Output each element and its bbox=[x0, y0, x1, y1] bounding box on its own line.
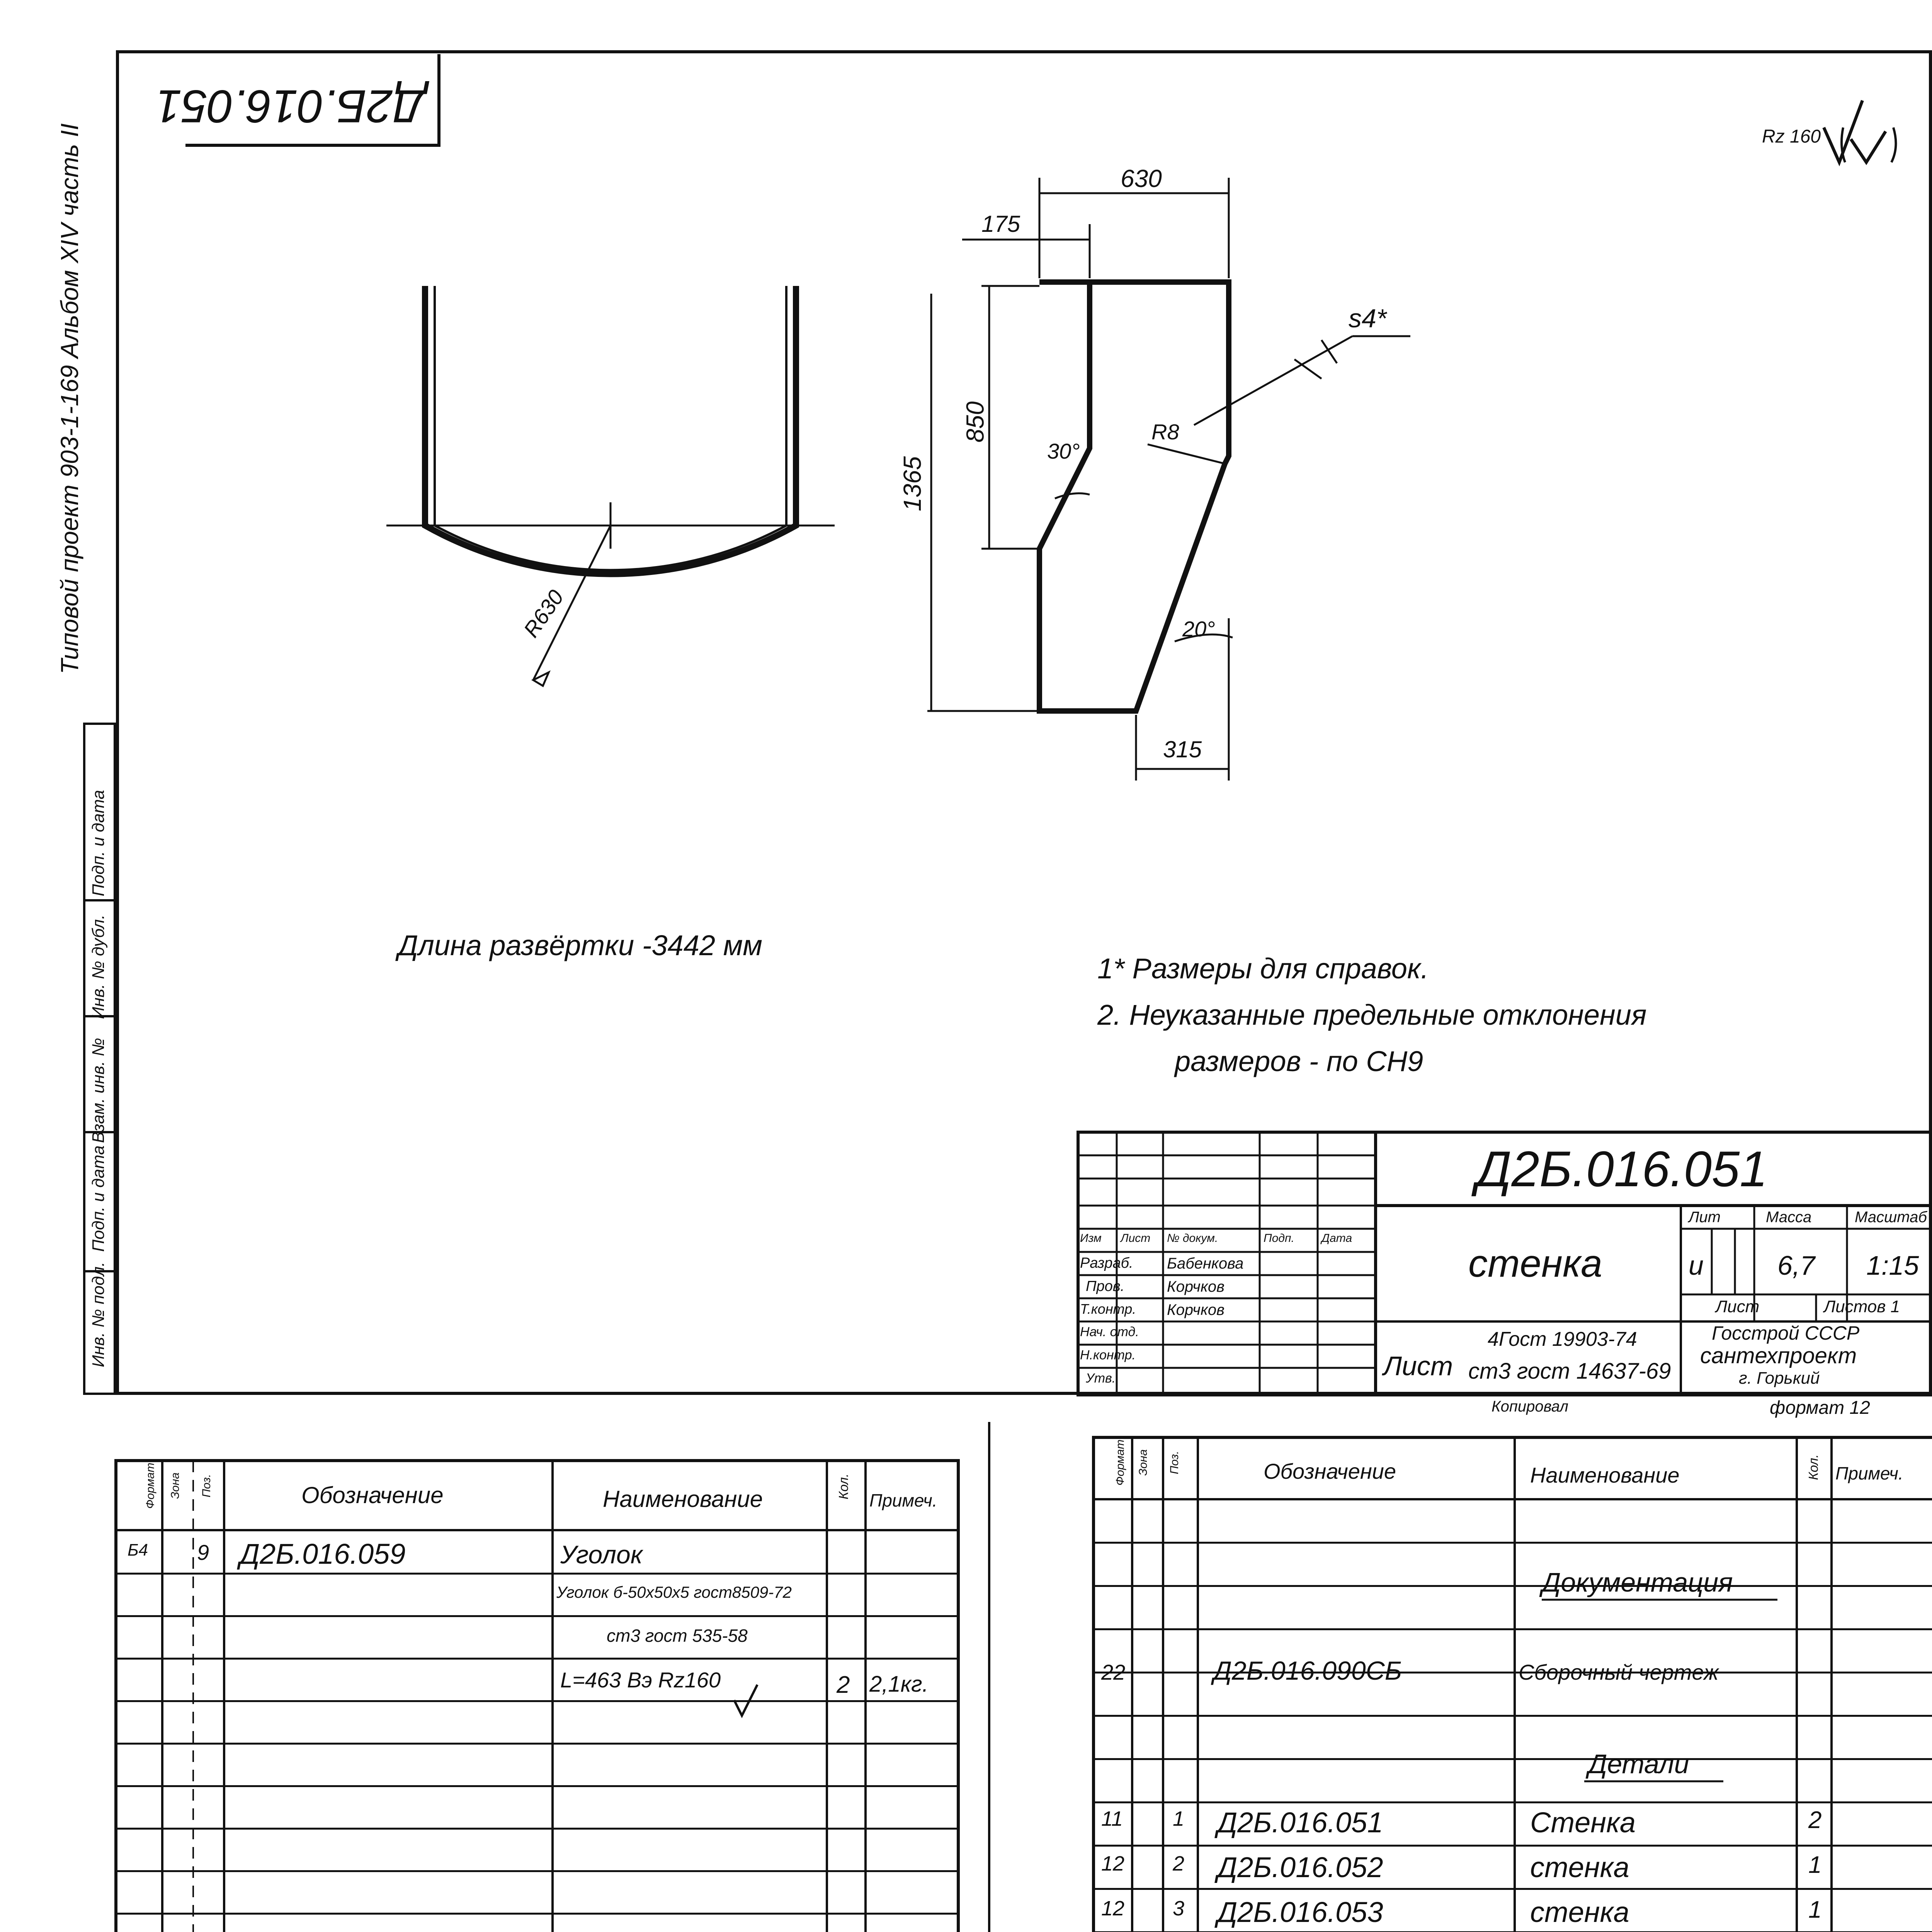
right-spec-row-line bbox=[1094, 1542, 1932, 1544]
left-hdr-note: Примеч. bbox=[869, 1490, 937, 1510]
left-spec-row-line bbox=[116, 1573, 958, 1575]
tb-role-5: Н.контр. bbox=[1080, 1348, 1136, 1362]
right-part-qty: 1 bbox=[1808, 1896, 1822, 1923]
dim-630: 630 bbox=[1121, 165, 1162, 192]
mass-header: Масса bbox=[1766, 1209, 1812, 1226]
tb-role-1: Разраб. bbox=[1080, 1255, 1133, 1271]
tb-hdr-docno: № докум. bbox=[1167, 1232, 1218, 1245]
note-2: 2. Неуказанные предельные отклонения bbox=[1097, 999, 1647, 1031]
left-spec-row-line bbox=[116, 1913, 958, 1915]
top-side-stamp-2: Инв. № дубл. bbox=[89, 914, 108, 1019]
dim-850: 850 bbox=[961, 401, 989, 443]
top-title-name: стенка bbox=[1468, 1242, 1602, 1285]
left-row1-pos: 9 bbox=[197, 1540, 209, 1565]
right-spec-row-line bbox=[1094, 1585, 1932, 1587]
top-side-stamp-4: Подп. и дата bbox=[89, 1145, 108, 1252]
right-part-qty: 2 bbox=[1808, 1807, 1822, 1833]
tb-role-6: Утв. bbox=[1086, 1371, 1116, 1386]
tb-hdr-sign: Подп. bbox=[1264, 1232, 1294, 1245]
left-spec-row-line bbox=[116, 1828, 958, 1830]
left-spec-row-line bbox=[116, 1785, 958, 1787]
tb-hdr-date: Дата bbox=[1321, 1232, 1352, 1245]
left-row4-note: 2,1кг. bbox=[869, 1672, 929, 1697]
left-hdr-name: Наименование bbox=[603, 1486, 763, 1512]
right-spec-row-line bbox=[1094, 1758, 1932, 1760]
left-spec-row-line bbox=[116, 1870, 958, 1872]
left-hdr-zone: Зона bbox=[169, 1472, 182, 1499]
left-row4-name: L=463 Вэ Rz160 bbox=[560, 1668, 721, 1692]
dim-1365: 1365 bbox=[898, 456, 927, 512]
left-spec-row-line bbox=[116, 1700, 958, 1702]
left-row1-code: Д2Б.016.059 bbox=[240, 1538, 406, 1570]
dim-20deg: 20° bbox=[1182, 617, 1215, 641]
right-hdr-zone: Зона bbox=[1137, 1449, 1150, 1476]
right-part-name: стенка bbox=[1530, 1896, 1629, 1928]
right-part-pos: 3 bbox=[1173, 1897, 1185, 1920]
right-hdr-format: Формат bbox=[1114, 1439, 1127, 1486]
right-part-name: Стенка bbox=[1530, 1806, 1636, 1838]
right-part-code: Д2Б.016.051 bbox=[1217, 1806, 1383, 1838]
sheet-header: Лист bbox=[1716, 1297, 1760, 1316]
roughness-label: Rz 160 bbox=[1762, 126, 1821, 147]
top-format: формат 12 bbox=[1770, 1398, 1870, 1418]
right-hdr-qty: Кол. bbox=[1806, 1454, 1821, 1480]
right-spec-row-line bbox=[1094, 1888, 1932, 1890]
right-part-pos: 2 bbox=[1173, 1852, 1185, 1875]
dim-r630: R630 bbox=[519, 585, 568, 642]
left-spec-row-line bbox=[116, 1658, 958, 1660]
note-1: 1* Размеры для справок. bbox=[1097, 952, 1429, 985]
right-part-code: Д2Б.016.053 bbox=[1217, 1896, 1383, 1928]
tb-role-3: Т.контр. bbox=[1080, 1301, 1136, 1317]
org-3: г. Горький bbox=[1739, 1369, 1820, 1388]
lit-header: Лит bbox=[1689, 1209, 1721, 1226]
tb-hdr-list: Лист bbox=[1121, 1232, 1151, 1245]
left-row1-name: Уголок bbox=[560, 1540, 643, 1569]
right-hdr-note: Примеч. bbox=[1835, 1463, 1903, 1483]
rotated-doc-number: Д2Б.016.051 bbox=[156, 80, 425, 132]
right-part-qty: 1 bbox=[1808, 1852, 1822, 1878]
left-row1-fmt: Б4 bbox=[128, 1541, 148, 1560]
right-doc-code: Д2Б.016.090СБ bbox=[1213, 1656, 1402, 1685]
material-1: 4Гост 19903-74 bbox=[1488, 1328, 1637, 1350]
scale-header: Масштаб bbox=[1855, 1209, 1927, 1226]
top-title-code: Д2Б.016.051 bbox=[1476, 1141, 1768, 1197]
material-label: Лист bbox=[1383, 1351, 1453, 1381]
right-section-doc: Документация bbox=[1542, 1567, 1733, 1597]
project-side-note: Типовой проект 903-1-169 Альбом XIV часть II bbox=[56, 123, 83, 674]
tb-name-3: Корчков bbox=[1167, 1301, 1225, 1318]
mass-value: 6,7 bbox=[1777, 1250, 1815, 1281]
left-hdr-qty: Кол. bbox=[836, 1473, 851, 1500]
dim-30deg: 30° bbox=[1047, 439, 1080, 463]
dim-175: 175 bbox=[981, 211, 1020, 237]
left-row3-name: ст3 гост 535-58 bbox=[607, 1626, 748, 1646]
tb-name-1: Бабенкова bbox=[1167, 1255, 1244, 1272]
right-part-pos: 1 bbox=[1173, 1807, 1185, 1830]
left-row2-name: Уголок б-50х50х5 гост8509-72 bbox=[556, 1583, 792, 1601]
right-part-fmt: 11 bbox=[1101, 1807, 1123, 1830]
left-hdr-format: Формат bbox=[144, 1463, 157, 1509]
top-side-stamp-3: Взам. инв. № bbox=[89, 1037, 108, 1143]
left-spec-row-line bbox=[116, 1743, 958, 1745]
left-row4-qty: 2 bbox=[837, 1672, 850, 1698]
scale-value: 1:15 bbox=[1866, 1250, 1919, 1281]
left-hdr-pos: Поз. bbox=[200, 1474, 213, 1498]
top-side-stamp-5: Инв. № подл. bbox=[89, 1262, 108, 1367]
org-1: Госстрой СССР bbox=[1712, 1322, 1860, 1344]
top-side-stamp-1: Подп. и дата bbox=[89, 790, 108, 896]
tb-role-4: Нач. отд. bbox=[1080, 1325, 1139, 1339]
note-3: размеров - по СН9 bbox=[1175, 1045, 1423, 1077]
material-2: ст3 гост 14637-69 bbox=[1468, 1359, 1671, 1384]
right-hdr-pos: Поз. bbox=[1168, 1451, 1181, 1475]
right-part-code: Д2Б.016.052 bbox=[1217, 1851, 1383, 1883]
tb-name-2: Корчков bbox=[1167, 1278, 1225, 1295]
dim-r8: R8 bbox=[1151, 420, 1179, 444]
right-spec-row-line bbox=[1094, 1845, 1932, 1847]
right-spec-row-line bbox=[1094, 1715, 1932, 1717]
left-spec-row-line bbox=[116, 1615, 958, 1617]
right-spec-row-line bbox=[1094, 1628, 1932, 1630]
right-doc-fmt: 22 bbox=[1101, 1660, 1126, 1684]
tb-role-2: Пров. bbox=[1086, 1278, 1125, 1294]
sheets-header: Листов 1 bbox=[1824, 1297, 1900, 1316]
right-spec-row-line bbox=[1094, 1801, 1932, 1803]
right-section-parts: Детали bbox=[1588, 1749, 1689, 1779]
right-doc-name: Сборочный чертеж bbox=[1519, 1660, 1719, 1684]
right-hdr-name: Наименование bbox=[1530, 1463, 1680, 1487]
dim-s4: s4* bbox=[1349, 304, 1387, 333]
right-part-fmt: 12 bbox=[1101, 1852, 1125, 1875]
right-part-fmt: 12 bbox=[1101, 1897, 1125, 1920]
tb-hdr-izm: Изм bbox=[1080, 1232, 1102, 1245]
right-hdr-code: Обозначение bbox=[1264, 1459, 1396, 1483]
dim-315: 315 bbox=[1163, 736, 1202, 762]
copied-label: Копировал bbox=[1492, 1398, 1568, 1415]
left-hdr-code: Обозначение bbox=[301, 1482, 444, 1508]
org-2: сантехпроект bbox=[1700, 1343, 1857, 1368]
unfold-length: Длина развёртки -3442 мм bbox=[398, 929, 763, 961]
right-part-name: стенка bbox=[1530, 1851, 1629, 1883]
lit-value: и bbox=[1689, 1250, 1704, 1281]
